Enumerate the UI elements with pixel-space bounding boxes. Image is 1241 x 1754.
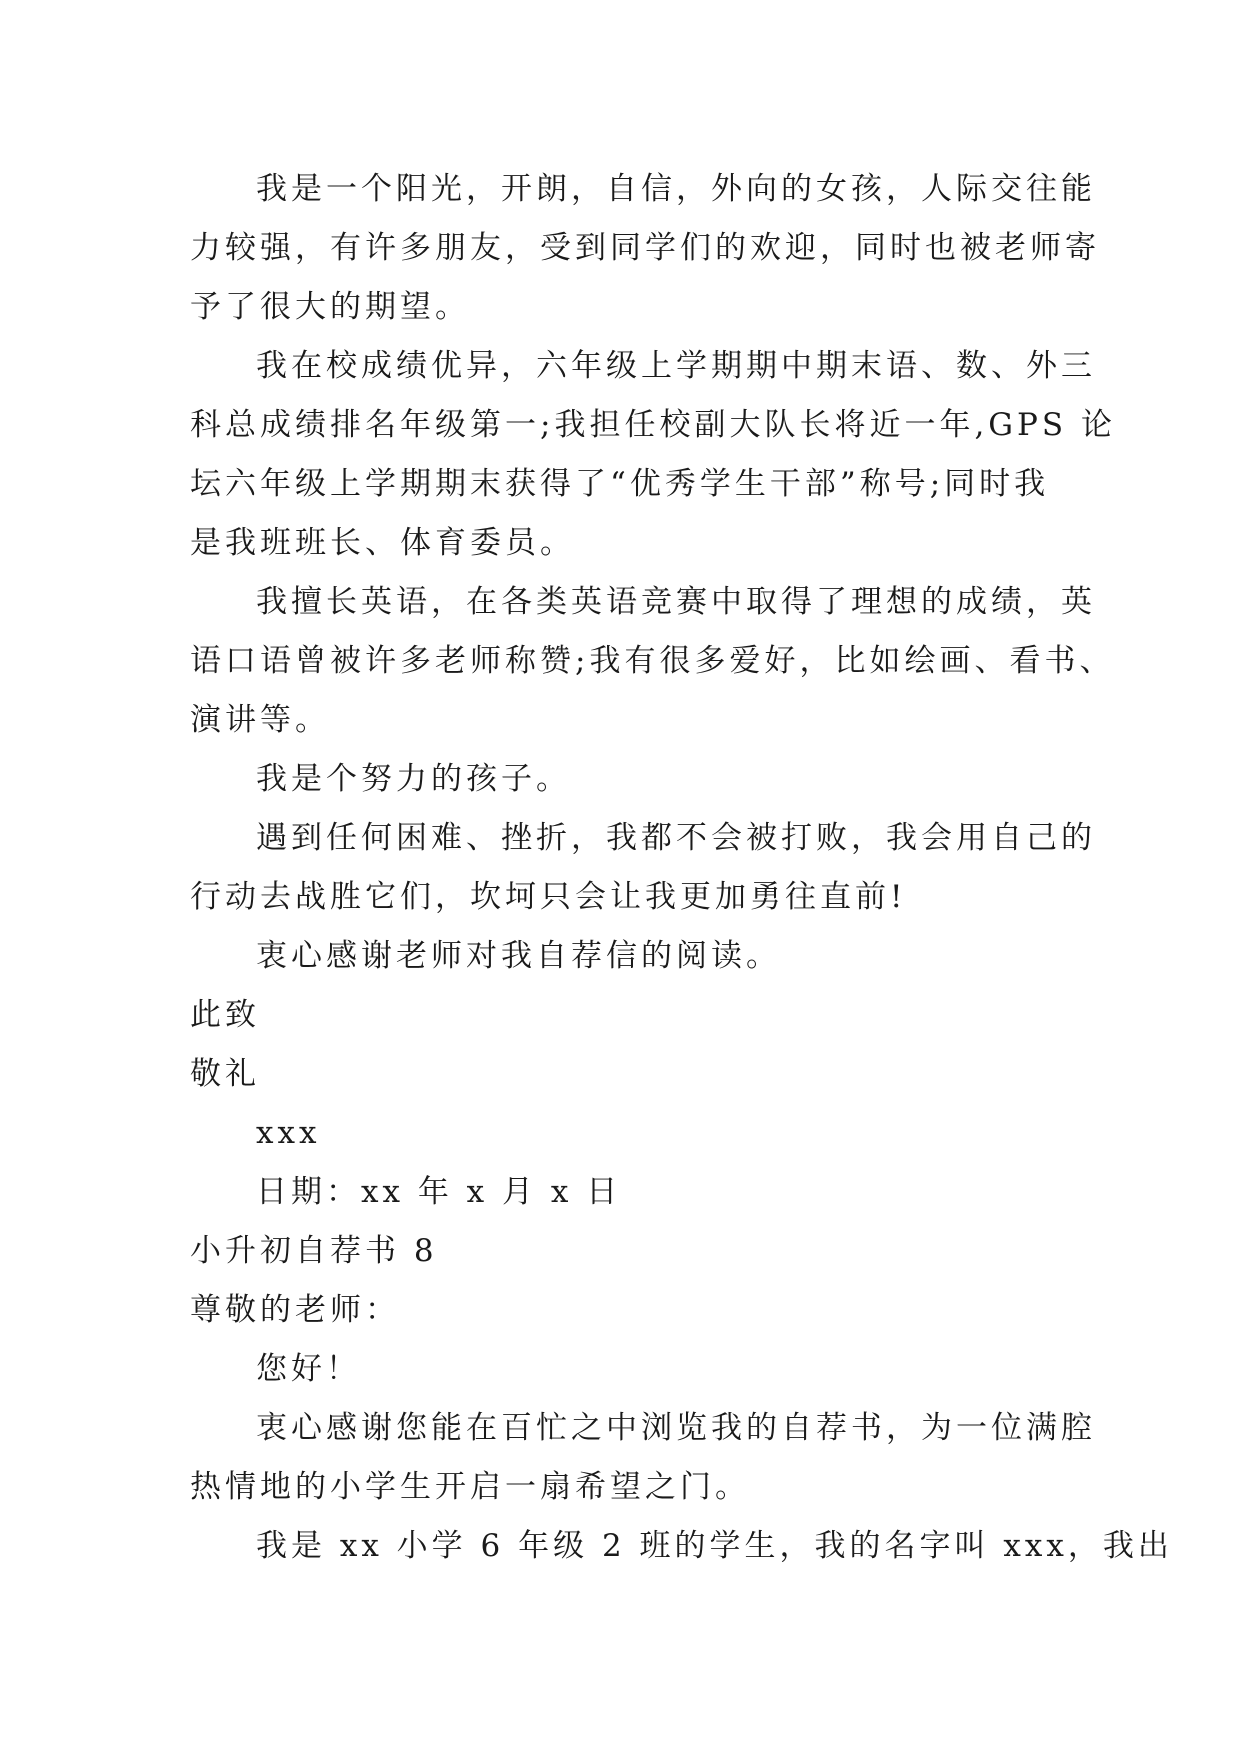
- paragraph-line: 力较强，有许多朋友，受到同学们的欢迎，同时也被老师寄: [190, 230, 1100, 266]
- paragraph-line: 行动去战胜它们，坎坷只会让我更加勇往直前!: [190, 879, 907, 915]
- paragraph-line: 科总成绩排名年级第一;我担任校副大队长将近一年,GPS 论: [190, 407, 1117, 443]
- paragraph-line: 衷心感谢老师对我自荐信的阅读。: [256, 938, 781, 974]
- letter-greeting: 尊敬的老师：: [190, 1292, 400, 1328]
- signature-name: xxx: [256, 1115, 321, 1151]
- section-heading: 小升初自荐书 8: [190, 1233, 438, 1269]
- paragraph-line: 热情地的小学生开启一扇希望之门。: [190, 1469, 750, 1505]
- paragraph-line: 衷心感谢您能在百忙之中浏览我的自荐书，为一位满腔: [256, 1410, 1096, 1446]
- paragraph-line: 予了很大的期望。: [190, 289, 470, 325]
- paragraph-line: 语口语曾被许多老师称赞;我有很多爱好，比如绘画、看书、: [190, 643, 1115, 679]
- paragraph-line: 坛六年级上学期期末获得了“优秀学生干部”称号;同时我: [190, 466, 1050, 502]
- paragraph-line: 是我班班长、体育委员。: [190, 525, 575, 561]
- paragraph-line: 我是一个阳光，开朗，自信，外向的女孩，人际交往能: [256, 171, 1096, 207]
- paragraph-line: 演讲等。: [190, 702, 330, 738]
- paragraph-line: 我在校成绩优异，六年级上学期期中期末语、数、外三: [256, 348, 1096, 384]
- paragraph-line: 我擅长英语，在各类英语竞赛中取得了理想的成绩，英: [256, 584, 1096, 620]
- signature-date: 日期：xx 年 x 月 x 日: [256, 1174, 622, 1210]
- paragraph-line: 我是个努力的孩子。: [256, 761, 571, 797]
- paragraph-line: 遇到任何困难、挫折，我都不会被打败，我会用自己的: [256, 820, 1096, 856]
- document-body: [190, 160, 1173, 1576]
- letter-hello: 您好！: [256, 1351, 361, 1387]
- paragraph-line: 我是 xx 小学 6 年级 2 班的学生，我的名字叫 xxx，我出: [256, 1528, 1173, 1564]
- closing-regards: 敬礼: [190, 1056, 260, 1092]
- closing-salutation: 此致: [190, 997, 260, 1033]
